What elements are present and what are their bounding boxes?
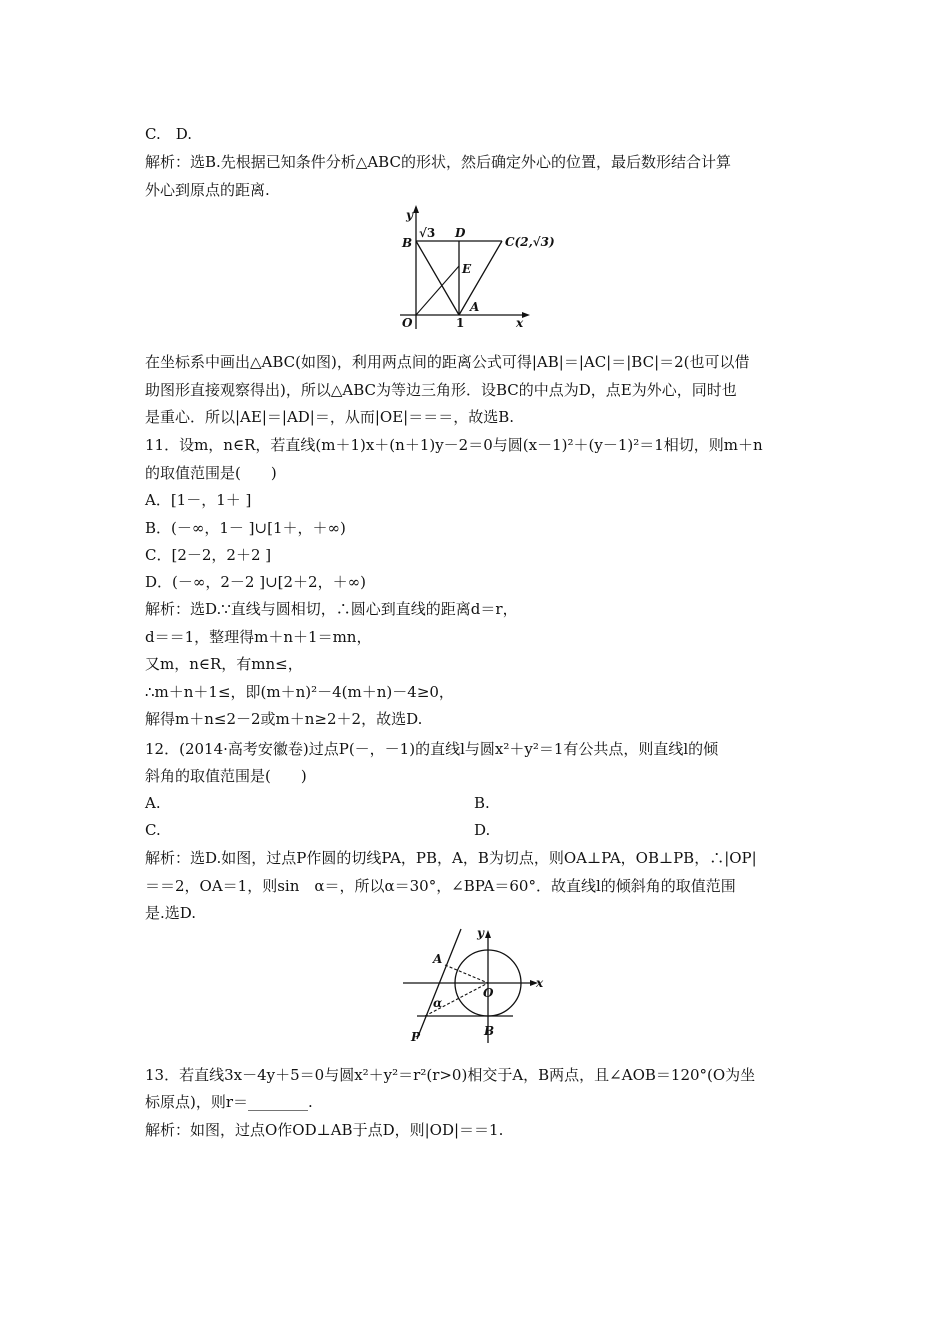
label-1: 1 — [456, 316, 465, 330]
text-line: 又m，n∈R，有mn≤， — [145, 655, 303, 673]
triangle-diagram — [392, 203, 555, 338]
label-o: O — [483, 986, 494, 1000]
text-line: 解析：选B.先根据已知条件分析△ABC的形状，然后确定外心的位置，最后数形结合计算 — [145, 153, 731, 171]
text-line: 解得m＋n≤2－2或m＋n≥2＋2，故选D. — [145, 710, 423, 728]
option-a: A. — [145, 794, 161, 812]
option-b: B. — [474, 794, 490, 812]
x-axis-arrow — [522, 312, 530, 318]
label-y: y — [477, 926, 484, 940]
text-line: A．[1－，1＋ ] — [145, 491, 252, 509]
text-line: C．[2－2，2＋2 ] — [145, 546, 272, 564]
circle-diagram — [395, 925, 555, 1045]
label-b: B — [484, 1024, 495, 1038]
label-p: P — [411, 1030, 421, 1044]
label-c: C(2,√3) — [505, 235, 555, 249]
text-line: d＝＝1，整理得m＋n＋1＝mn， — [145, 628, 372, 646]
text-line: 助图形直接观察得出)，所以△ABC为等边三角形．设BC的中点为D，点E为外心，同时也 — [145, 381, 737, 399]
label-x: x — [516, 316, 524, 330]
label-b: B — [402, 236, 413, 250]
text-line: 解析：选D.如图，过点P作圆的切线PA，PB，A，B为切点，则OA⊥PA，OB⊥PB，∴|OP| — [145, 849, 757, 867]
text-line: D．(－∞，2－2 ]∪[2＋2，＋∞) — [145, 573, 366, 591]
text-line: 12．(2014·高考安徽卷)过点P(－，－1)的直线l与圆x²＋y²＝1有公共点，则直线l的倾 — [145, 740, 719, 758]
option-c: C. — [145, 821, 161, 839]
text-line: ＝＝2，OA＝1，则sin α＝，所以α＝30°，∠BPA＝60°．故直线l的倾斜角的取值范围 — [145, 877, 736, 895]
label-sqrt3: √3 — [419, 226, 436, 240]
segment-oe — [416, 266, 459, 315]
segment-ba — [416, 241, 459, 315]
text-line: 解析：选D.∵直线与圆相切，∴圆心到直线的距离d＝r， — [145, 600, 518, 618]
triangle-figure — [392, 203, 555, 338]
text-line: 外心到原点的距离. — [145, 181, 270, 199]
text-line: 13．若直线3x－4y＋5＝0与圆x²＋y²＝r²(r>0)相交于A，B两点，且∠AOB＝120°(O为坐 — [145, 1066, 756, 1084]
circle-figure — [395, 925, 555, 1045]
text-line: C. D. — [145, 125, 192, 143]
text-line: 标原点)，则r＝________. — [145, 1093, 313, 1111]
label-d: D — [455, 226, 466, 240]
label-e: E — [462, 262, 472, 276]
text-line: ∴m＋n＋1≤，即(m＋n)²－4(m＋n)－4≥0， — [145, 683, 454, 701]
text-line: 是重心．所以|AE|＝|AD|＝，从而|OE|＝＝＝，故选B. — [145, 408, 515, 426]
label-a: A — [470, 300, 480, 314]
text-line: 解析：如图，过点O作OD⊥AB于点D，则|OD|＝＝1. — [145, 1121, 504, 1139]
y-axis-arrow — [485, 930, 491, 938]
label-y: y — [406, 208, 413, 222]
segment-ca — [459, 241, 502, 315]
text-line: 是.选D. — [145, 904, 197, 922]
label-x: x — [536, 976, 544, 990]
y-axis-arrow — [413, 205, 419, 213]
option-d: D. — [474, 821, 491, 839]
text-line: 斜角的取值范围是( ) — [145, 767, 307, 785]
label-alpha: α — [433, 996, 443, 1010]
text-line: 在坐标系中画出△ABC(如图)，利用两点间的距离公式可得|AB|＝|AC|＝|BC|＝2(也可以借 — [145, 353, 750, 371]
text-line: 11．设m，n∈R，若直线(m＋1)x＋(n＋1)y－2＝0与圆(x－1)²＋(y－1)²＝1相切，则m＋n — [145, 436, 763, 454]
label-o: O — [402, 316, 413, 330]
text-line: 的取值范围是( ) — [145, 464, 277, 482]
radius-oa — [445, 965, 488, 983]
label-a: A — [433, 952, 443, 966]
text-line: B．(－∞，1－ ]∪[1＋，＋∞) — [145, 519, 346, 537]
